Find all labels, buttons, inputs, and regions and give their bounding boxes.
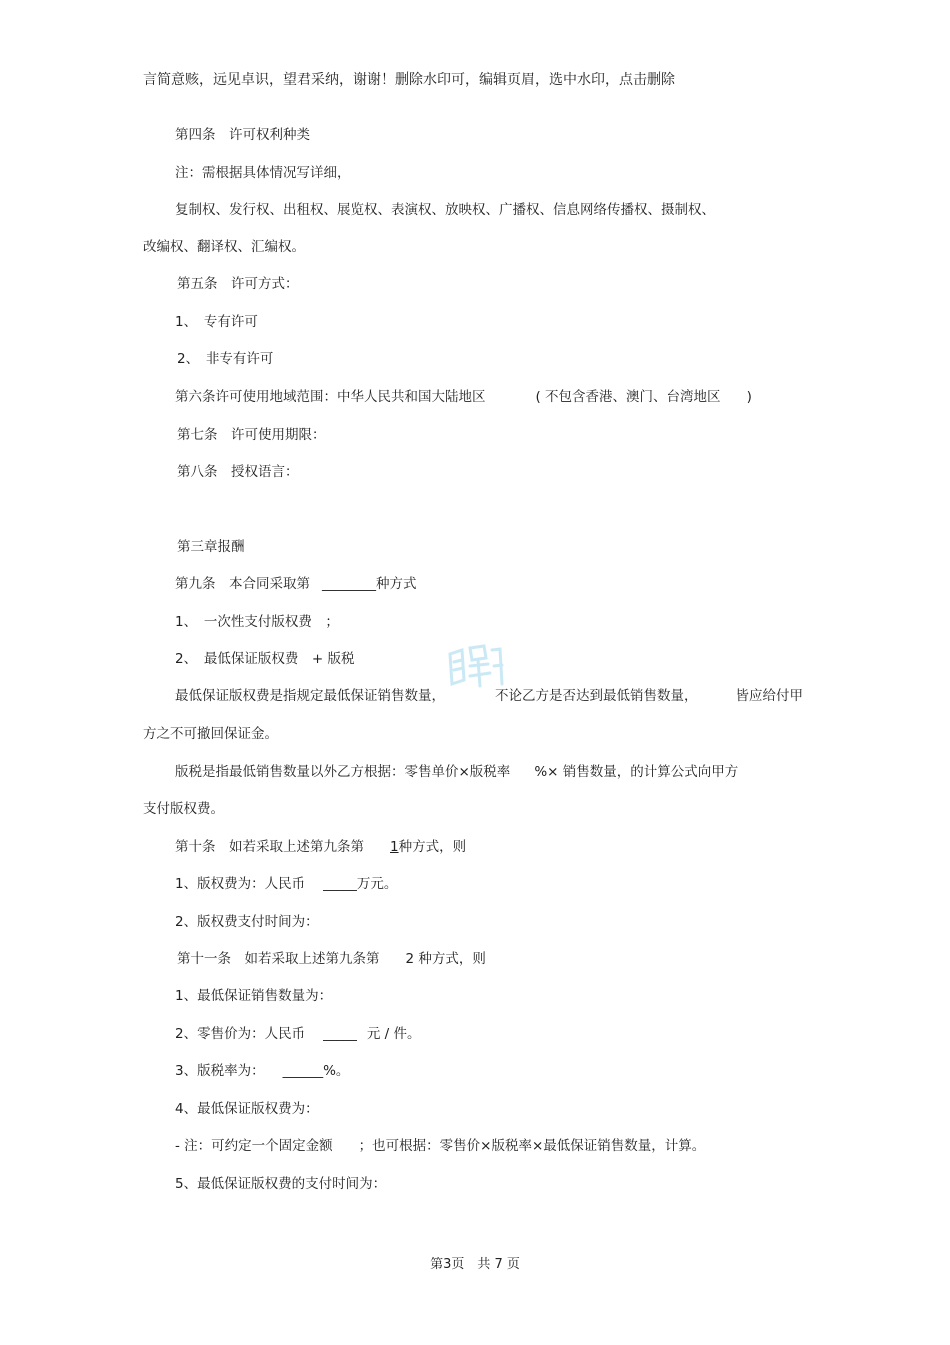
article-11-item-4: 4、最低保证版权费为： [175, 1101, 319, 1117]
article-11-item-5: 5、最低保证版权费的支付时间为： [175, 1176, 387, 1192]
article-10-text: 第十条 如若采取上述第九条第 [175, 839, 364, 855]
article-10-item-1-label: 1、版权费为：人民币 [175, 876, 306, 892]
article-9-item-2: 2、 最低保证版权费 + 版税 [175, 651, 355, 667]
article-6-text: 第六条许可使用地域范围：中华人民共和国大陆地区 [175, 389, 486, 405]
article-9 [175, 575, 417, 593]
chapter-3-title: 第三章报酬 [177, 539, 245, 555]
article-8: 第八条 授权语言： [177, 464, 299, 480]
article-5-item-1: 1、 专有许可 [175, 314, 258, 330]
article-11-note-formula: ；也可根据：零售价×版税率×最低保证销售数量，计算。 [358, 1138, 706, 1154]
article-10-item-1-blank: _____ [323, 876, 357, 892]
royalty-definition: 版税是指最低销售数量以外乙方根据：零售单价×版税率 [175, 764, 511, 780]
article-9-suffix: 种方式 [376, 576, 417, 592]
article-11-item-3 [175, 1062, 349, 1080]
article-9-blank: ________ [322, 576, 376, 592]
royalty-line-2: 支付版权费。 [143, 801, 224, 817]
article-11-item-2-label: 2、零售价为：人民币 [175, 1026, 306, 1042]
article-6 [175, 388, 752, 406]
min-fee-condition: 不论乙方是否达到最低销售数量， [495, 688, 698, 704]
page-footer: 第3页 共 7 页 [430, 1257, 520, 1272]
article-9-text: 第九条 本合同采取第 [175, 576, 310, 592]
article-4-note: 注：需根据具体情况写详细， [175, 165, 351, 181]
article-5-item-2: 2、 非专有许可 [177, 351, 274, 367]
article-10 [175, 838, 466, 856]
article-11-text: 第十一条 如若采取上述第九条第 [177, 951, 380, 967]
article-11-item-2 [175, 1025, 420, 1043]
article-10-option-number: 1 [390, 839, 399, 855]
article-11-note-fixed: - 注：可约定一个固定金额 [175, 1138, 333, 1154]
article-11-item-3-label: 3、版税率为： [175, 1063, 265, 1079]
royalty-formula: %× 销售数量，的计算公式向甲方 [534, 764, 739, 780]
article-6-exclusion: ( 不包含香港、澳门、台湾地区 [535, 389, 721, 405]
article-4-title: 第四条 许可权利种类 [175, 127, 310, 143]
article-6-close-paren: ) [746, 389, 752, 405]
article-10-item-1 [175, 875, 397, 893]
article-11-item-3-unit: %。 [323, 1063, 350, 1079]
min-fee-obligation: 皆应给付甲 [735, 688, 803, 704]
article-11-suffix: 2 种方式，则 [405, 951, 486, 967]
article-10-item-2: 2、版权费支付时间为： [175, 914, 319, 930]
article-11-item-3-blank: ______ [282, 1063, 324, 1079]
article-11-note [175, 1137, 705, 1155]
royalty-line-1 [175, 763, 738, 781]
article-10-suffix: 种方式，则 [398, 839, 467, 855]
article-5-title: 第五条 许可方式： [177, 276, 299, 292]
article-7: 第七条 许可使用期限： [177, 427, 326, 443]
article-4-rights-line-2: 改编权、翻译权、汇编权。 [143, 239, 305, 255]
min-fee-line-2: 方之不可撤回保证金。 [143, 726, 278, 742]
article-11-item-1: 1、最低保证销售数量为： [175, 988, 333, 1004]
article-9-item-1: 1、 一次性支付版权费 ； [175, 614, 339, 630]
article-10-item-1-unit: 万元。 [356, 876, 398, 892]
header-notice: 言简意赅，远见卓识，望君采纳，谢谢！删除水印可，编辑页眉，选中水印，点击删除 [143, 72, 675, 88]
article-11-item-2-unit: 元 / 件。 [366, 1026, 421, 1042]
article-4-rights-line-1: 复制权、发行权、出租权、展览权、表演权、放映权、广播权、信息网络传播权、摄制权、 [175, 202, 715, 218]
min-fee-definition: 最低保证版权费是指规定最低保证销售数量， [175, 688, 445, 704]
watermark-stamp-icon[interactable] [440, 640, 510, 692]
article-11 [177, 950, 486, 968]
article-11-item-2-blank: _____ [323, 1026, 357, 1042]
